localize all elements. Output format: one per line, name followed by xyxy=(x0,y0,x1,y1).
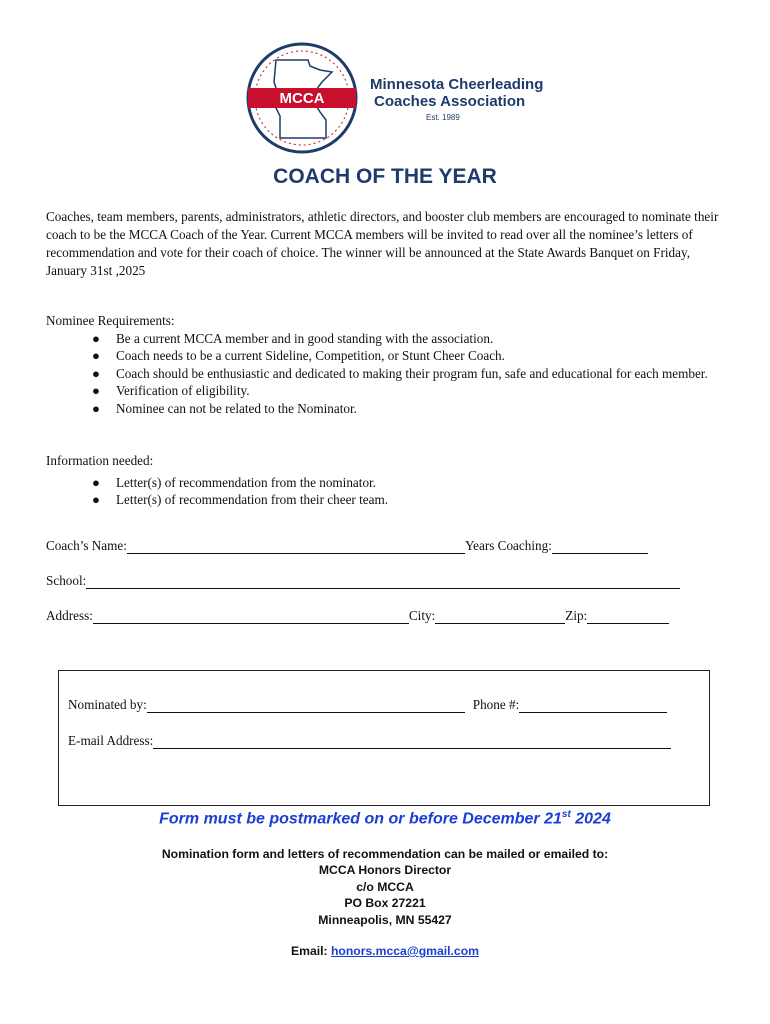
bullet-icon: ● xyxy=(92,348,100,364)
mailing-line: c/o MCCA xyxy=(356,879,414,894)
bullet-icon: ● xyxy=(92,400,100,416)
school-label: School: xyxy=(46,573,87,588)
list-item xyxy=(46,330,736,347)
logo-wordmark xyxy=(370,76,543,122)
requirement-text: Be a current MCCA member and in good standing with the association. xyxy=(116,331,494,346)
information-text: Letter(s) of recommendation from the nominator. xyxy=(116,475,377,490)
mailing-line: Minneapolis, MN 55427 xyxy=(318,912,452,927)
years-coaching-label: Years Coaching: xyxy=(464,538,552,553)
zip-label: Zip: xyxy=(565,608,588,623)
logo-est: Est. 1989 xyxy=(426,113,460,122)
address-label: Address: xyxy=(46,608,93,623)
nominator-box xyxy=(58,670,710,806)
phone-field[interactable] xyxy=(519,700,667,713)
requirement-text: Coach needs to be a current Sideline, Competition, or Stunt Cheer Coach. xyxy=(116,348,505,364)
minnesota-map-icon xyxy=(246,42,358,154)
list-item xyxy=(46,400,736,417)
bullet-icon: ● xyxy=(92,365,100,381)
logo-line1: Minnesota Cheerleading xyxy=(370,76,544,93)
city-label: City: xyxy=(408,608,436,623)
bullet-icon: ● xyxy=(92,492,100,508)
bullet-icon: ● xyxy=(92,331,100,346)
email-row xyxy=(68,733,671,749)
list-item xyxy=(46,365,736,382)
mcca-logo xyxy=(246,42,544,154)
logo-line2: Coaches Association xyxy=(374,93,526,110)
mailing-line: MCCA Honors Director xyxy=(318,863,452,878)
information-list xyxy=(46,474,736,509)
postmark-sup: st xyxy=(561,809,571,820)
requirements-heading: Nominee Requirements: xyxy=(46,313,175,328)
requirements-list xyxy=(46,330,736,417)
postmark-text: Form must be postmarked on or before December 21 xyxy=(159,810,562,828)
postmark-notice xyxy=(0,809,770,828)
address-row xyxy=(46,608,669,624)
zip-field[interactable] xyxy=(587,611,669,624)
email-address-label: E-mail Address: xyxy=(68,733,154,748)
logo-badge: MCCA xyxy=(279,90,325,107)
postmark-year: 2024 xyxy=(570,810,611,828)
list-item xyxy=(46,474,736,491)
email-address-field[interactable] xyxy=(153,736,671,749)
coach-row xyxy=(46,538,648,554)
address-field[interactable] xyxy=(93,611,409,624)
nominated-row xyxy=(68,697,667,713)
mailing-line: PO Box 27221 xyxy=(344,896,426,911)
phone-label: Phone #: xyxy=(472,697,520,712)
page-title: COACH OF THE YEAR xyxy=(273,165,497,188)
intro-paragraph: Coaches, team members, parents, administrators, athletic directors, and booster club members are encouraged to nominate their coach to be the MCCA Coach of the Year. Current MCCA members will be invited to read over all the nominee’s letters of recommendation and vote for their coach of choice. The winner will be announced at the State Awards Banquet on Friday, January 31st ,2025 xyxy=(46,209,719,278)
city-field[interactable] xyxy=(435,611,565,624)
list-item xyxy=(46,347,736,364)
nominated-by-label: Nominated by: xyxy=(68,697,147,712)
requirement-text: Coach should be enthusiastic and dedicated to making their program fun, safe and educational for each member. xyxy=(116,365,708,381)
school-row xyxy=(46,573,680,589)
years-coaching-field[interactable] xyxy=(552,541,648,554)
nominated-by-field[interactable] xyxy=(147,700,465,713)
email-contact xyxy=(0,944,770,958)
requirement-text: Nominee can not be related to the Nominator. xyxy=(116,400,357,416)
bullet-icon: ● xyxy=(92,475,100,490)
school-field[interactable] xyxy=(86,576,680,589)
information-heading: Information needed: xyxy=(46,453,154,468)
list-item xyxy=(46,491,736,508)
mailing-address xyxy=(0,846,770,928)
email-label: Email: xyxy=(291,944,331,958)
list-item xyxy=(46,382,736,399)
information-text: Letter(s) of recommendation from their cheer team. xyxy=(116,492,389,508)
mailing-line: Nomination form and letters of recommendation can be mailed or emailed to: xyxy=(161,847,609,861)
coach-name-label: Coach’s Name: xyxy=(46,538,127,553)
coach-name-field[interactable] xyxy=(127,541,465,554)
bullet-icon: ● xyxy=(92,383,100,399)
requirement-text: Verification of eligibility. xyxy=(116,383,250,399)
email-link[interactable]: honors.mcca@gmail.com xyxy=(330,944,479,958)
